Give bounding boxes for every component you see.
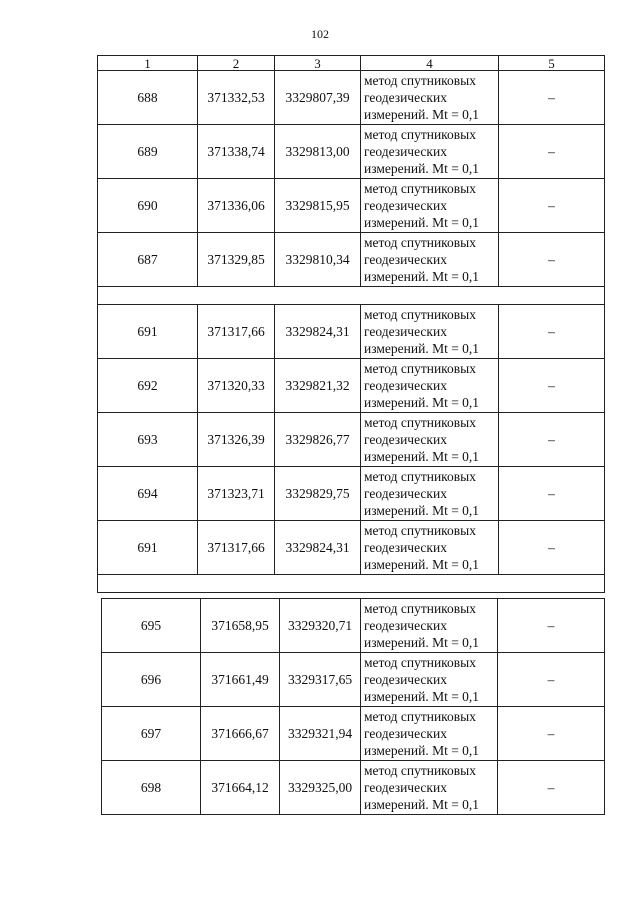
method-cell (361, 305, 499, 359)
point-number-cell: 687 (98, 233, 198, 287)
point-number-cell: 692 (98, 359, 198, 413)
method-line: геодезических (364, 198, 447, 213)
header-cell-2: 2 (198, 56, 275, 71)
x-coordinate-cell: 371317,66 (198, 305, 275, 359)
table-row (98, 521, 605, 575)
header-cell-5: 5 (499, 56, 605, 71)
x-coordinate-cell: 371338,74 (198, 125, 275, 179)
method-line: измерений. Mt = 0,1 (364, 395, 480, 410)
method-line: геодезических (364, 252, 447, 267)
table-row (102, 707, 605, 761)
method-line: измерений. Mt = 0,1 (364, 269, 480, 284)
method-cell (361, 71, 499, 125)
group-separator-cell (98, 287, 605, 305)
accuracy-dash-cell: – (498, 599, 605, 653)
y-coordinate-cell: 3329325,00 (280, 761, 361, 815)
group-separator-row (98, 575, 605, 593)
method-line: метод спутниковых (364, 73, 476, 88)
method-line: измерений. Mt = 0,1 (364, 449, 480, 464)
x-coordinate-cell: 371323,71 (198, 467, 275, 521)
accuracy-dash-cell: – (498, 707, 605, 761)
table-row (98, 467, 605, 521)
group-separator-cell (98, 575, 605, 593)
method-line: метод спутниковых (364, 763, 476, 778)
method-line: метод спутниковых (364, 127, 476, 142)
x-coordinate-cell: 371326,39 (198, 413, 275, 467)
page-number: 102 (311, 27, 329, 41)
method-line: геодезических (364, 378, 447, 393)
method-cell (361, 413, 499, 467)
table-row (98, 233, 605, 287)
table-row (98, 179, 605, 233)
point-number-cell: 698 (102, 761, 201, 815)
coordinates-table-grid-continued (101, 598, 605, 815)
method-cell (361, 233, 499, 287)
group-separator-row (98, 287, 605, 305)
point-number-cell: 690 (98, 179, 198, 233)
accuracy-dash-cell: – (499, 179, 605, 233)
method-cell (361, 179, 499, 233)
method-line: геодезических (364, 324, 447, 339)
y-coordinate-cell: 3329829,75 (275, 467, 361, 521)
method-line: геодезических (364, 780, 447, 795)
method-cell (361, 125, 499, 179)
x-coordinate-cell: 371332,53 (198, 71, 275, 125)
x-coordinate-cell: 371317,66 (198, 521, 275, 575)
method-line: геодезических (364, 486, 447, 501)
method-line: измерений. Mt = 0,1 (364, 557, 480, 572)
method-line: геодезических (364, 726, 447, 741)
accuracy-dash-cell: – (499, 413, 605, 467)
y-coordinate-cell: 3329824,31 (275, 521, 361, 575)
accuracy-dash-cell: – (499, 71, 605, 125)
point-number-cell: 697 (102, 707, 201, 761)
accuracy-dash-cell: – (499, 467, 605, 521)
x-coordinate-cell: 371661,49 (201, 653, 280, 707)
accuracy-dash-cell: – (499, 125, 605, 179)
method-line: геодезических (364, 90, 447, 105)
method-line: метод спутниковых (364, 709, 476, 724)
table-row (98, 71, 605, 125)
header-cell-3: 3 (275, 56, 361, 71)
method-cell (361, 599, 498, 653)
method-line: метод спутниковых (364, 601, 476, 616)
header-cell-4: 4 (361, 56, 499, 71)
y-coordinate-cell: 3329321,94 (280, 707, 361, 761)
accuracy-dash-cell: – (499, 305, 605, 359)
method-line: геодезических (364, 540, 447, 555)
method-line: измерений. Mt = 0,1 (364, 635, 480, 650)
method-cell (361, 707, 498, 761)
y-coordinate-cell: 3329317,65 (280, 653, 361, 707)
x-coordinate-cell: 371320,33 (198, 359, 275, 413)
point-number-cell: 695 (102, 599, 201, 653)
method-line: метод спутниковых (364, 235, 476, 250)
method-line: метод спутниковых (364, 469, 476, 484)
accuracy-dash-cell: – (498, 761, 605, 815)
table-header-row (98, 56, 605, 71)
y-coordinate-cell: 3329815,95 (275, 179, 361, 233)
point-number-cell: 691 (98, 305, 198, 359)
method-line: метод спутниковых (364, 415, 476, 430)
table-row (98, 125, 605, 179)
coordinates-table (97, 55, 604, 593)
x-coordinate-cell: 371329,85 (198, 233, 275, 287)
method-line: измерений. Mt = 0,1 (364, 689, 480, 704)
method-line: метод спутниковых (364, 523, 476, 538)
point-number-cell: 696 (102, 653, 201, 707)
table-row (98, 413, 605, 467)
method-line: измерений. Mt = 0,1 (364, 503, 480, 518)
y-coordinate-cell: 3329813,00 (275, 125, 361, 179)
point-number-cell: 691 (98, 521, 198, 575)
method-line: геодезических (364, 672, 447, 687)
method-line: метод спутниковых (364, 655, 476, 670)
method-line: метод спутниковых (364, 361, 476, 376)
method-line: измерений. Mt = 0,1 (364, 743, 480, 758)
y-coordinate-cell: 3329810,34 (275, 233, 361, 287)
point-number-cell: 688 (98, 71, 198, 125)
method-line: метод спутниковых (364, 181, 476, 196)
method-cell (361, 761, 498, 815)
method-cell (361, 467, 499, 521)
method-line: геодезических (364, 432, 447, 447)
point-number-cell: 693 (98, 413, 198, 467)
accuracy-dash-cell: – (498, 653, 605, 707)
y-coordinate-cell: 3329824,31 (275, 305, 361, 359)
table-row (98, 359, 605, 413)
x-coordinate-cell: 371664,12 (201, 761, 280, 815)
table-row (102, 761, 605, 815)
x-coordinate-cell: 371336,06 (198, 179, 275, 233)
method-line: геодезических (364, 144, 447, 159)
coordinates-table-grid (97, 55, 605, 593)
y-coordinate-cell: 3329826,77 (275, 413, 361, 467)
table-row (98, 305, 605, 359)
accuracy-dash-cell: – (499, 233, 605, 287)
accuracy-dash-cell: – (499, 359, 605, 413)
point-number-cell: 694 (98, 467, 198, 521)
accuracy-dash-cell: – (499, 521, 605, 575)
table-row (102, 599, 605, 653)
method-line: измерений. Mt = 0,1 (364, 107, 480, 122)
method-line: метод спутниковых (364, 307, 476, 322)
y-coordinate-cell: 3329807,39 (275, 71, 361, 125)
method-line: измерений. Mt = 0,1 (364, 215, 480, 230)
method-line: геодезических (364, 618, 447, 633)
y-coordinate-cell: 3329320,71 (280, 599, 361, 653)
header-cell-1: 1 (98, 56, 198, 71)
x-coordinate-cell: 371658,95 (201, 599, 280, 653)
method-line: измерений. Mt = 0,1 (364, 797, 480, 812)
y-coordinate-cell: 3329821,32 (275, 359, 361, 413)
method-cell (361, 653, 498, 707)
method-cell (361, 521, 499, 575)
table-row (102, 653, 605, 707)
x-coordinate-cell: 371666,67 (201, 707, 280, 761)
method-line: измерений. Mt = 0,1 (364, 341, 480, 356)
coordinates-table-continued (101, 598, 604, 815)
method-line: измерений. Mt = 0,1 (364, 161, 480, 176)
point-number-cell: 689 (98, 125, 198, 179)
method-cell (361, 359, 499, 413)
